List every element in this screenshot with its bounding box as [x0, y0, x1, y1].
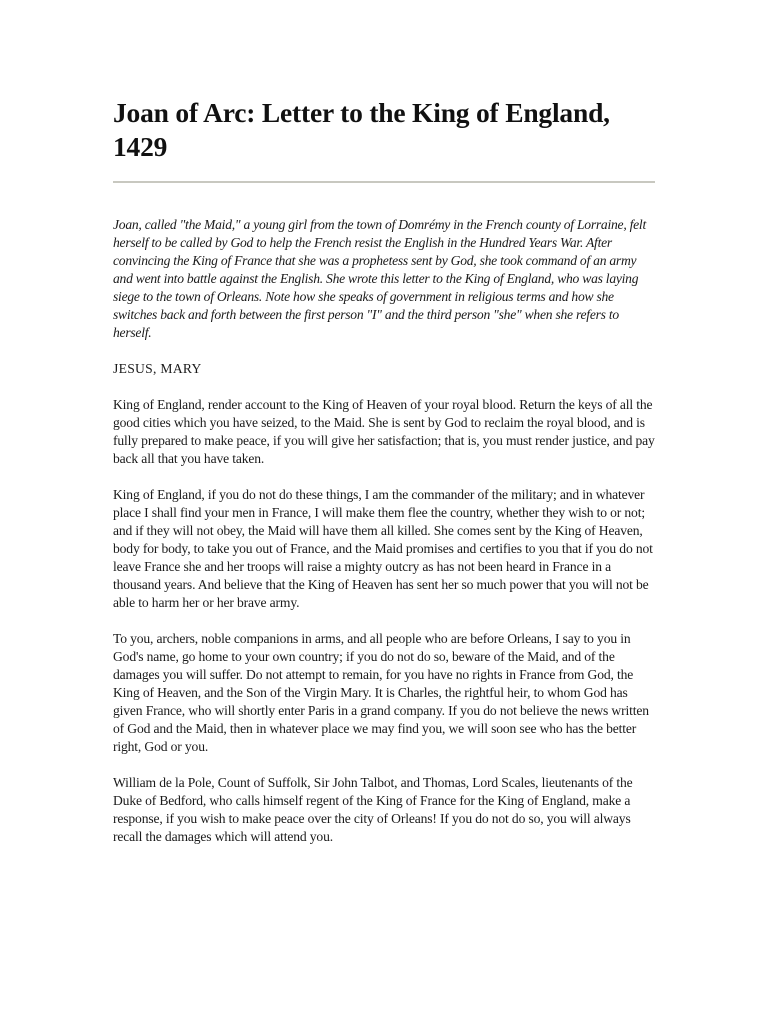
- title-divider: [113, 181, 655, 183]
- letter-paragraph: King of England, render account to the King of Heaven of your royal blood. Return the keys of all the good cities which you have seized, to the Maid. She is sent by God to reclaim the royal blood, and is fully prepared to make peace, if you will give her satisfaction; that is, you must render justice, and pay back all that you have taken.: [113, 397, 655, 466]
- intro-paragraph: Joan, called "the Maid," a young girl from the town of Domrémy in the French county of Lorraine, felt herself to be called by God to help the French resist the English in the Hundred Years War. After convincing the King of France that she was a prophetess sent by God, she took command of an army and went into battle against the English. She wrote this letter to the King of England, who was laying siege to the town of Orleans. Note how she speaks of government in religious terms and how she switches back and forth between the first person "I" and the third person "she" when she refers to herself.: [113, 217, 646, 340]
- letter-heading: JESUS, MARY: [113, 361, 202, 376]
- letter-paragraph: To you, archers, noble companions in arms, and all people who are before Orleans, I say to you in God's name, go home to your own country; if you do not do so, beware of the Maid, and of the damages you will suffer. Do not attempt to remain, for you have no rights in France from God, the King of Heaven, and the Son of the Virgin Mary. It is Charles, the rightful heir, to whom God has given France, who will shortly enter Paris in a grand company. If you do not believe the news written of God and the Maid, then in whatever place we may find you, we will soon see who has the better right, God or you.: [113, 631, 649, 754]
- document-page: [113, 96, 655, 846]
- letter-paragraph: King of England, if you do not do these things, I am the commander of the military; and in whatever place I shall find your men in France, I will make them flee the country, whether they wish to or not; and if they will not obey, the Maid will have them all killed. She comes sent by the King of Heaven, body for body, to take you out of France, and the Maid promises and certifies to you that if you do not leave France she and her troops will raise a mighty outcry as has not been heard in France in a thousand years. And believe that the King of Heaven has sent her so much power that you will not be able to harm her or her brave army.: [113, 487, 653, 610]
- letter-paragraph: William de la Pole, Count of Suffolk, Sir John Talbot, and Thomas, Lord Scales, lieutenants of the Duke of Bedford, who calls himself regent of the King of France for the King of England, make a response, if you wish to make peace over the city of Orleans! If you do not do so, you will always recall the damages which will attend you.: [113, 775, 633, 844]
- document-title: Joan of Arc: Letter to the King of England, 1429: [113, 97, 610, 162]
